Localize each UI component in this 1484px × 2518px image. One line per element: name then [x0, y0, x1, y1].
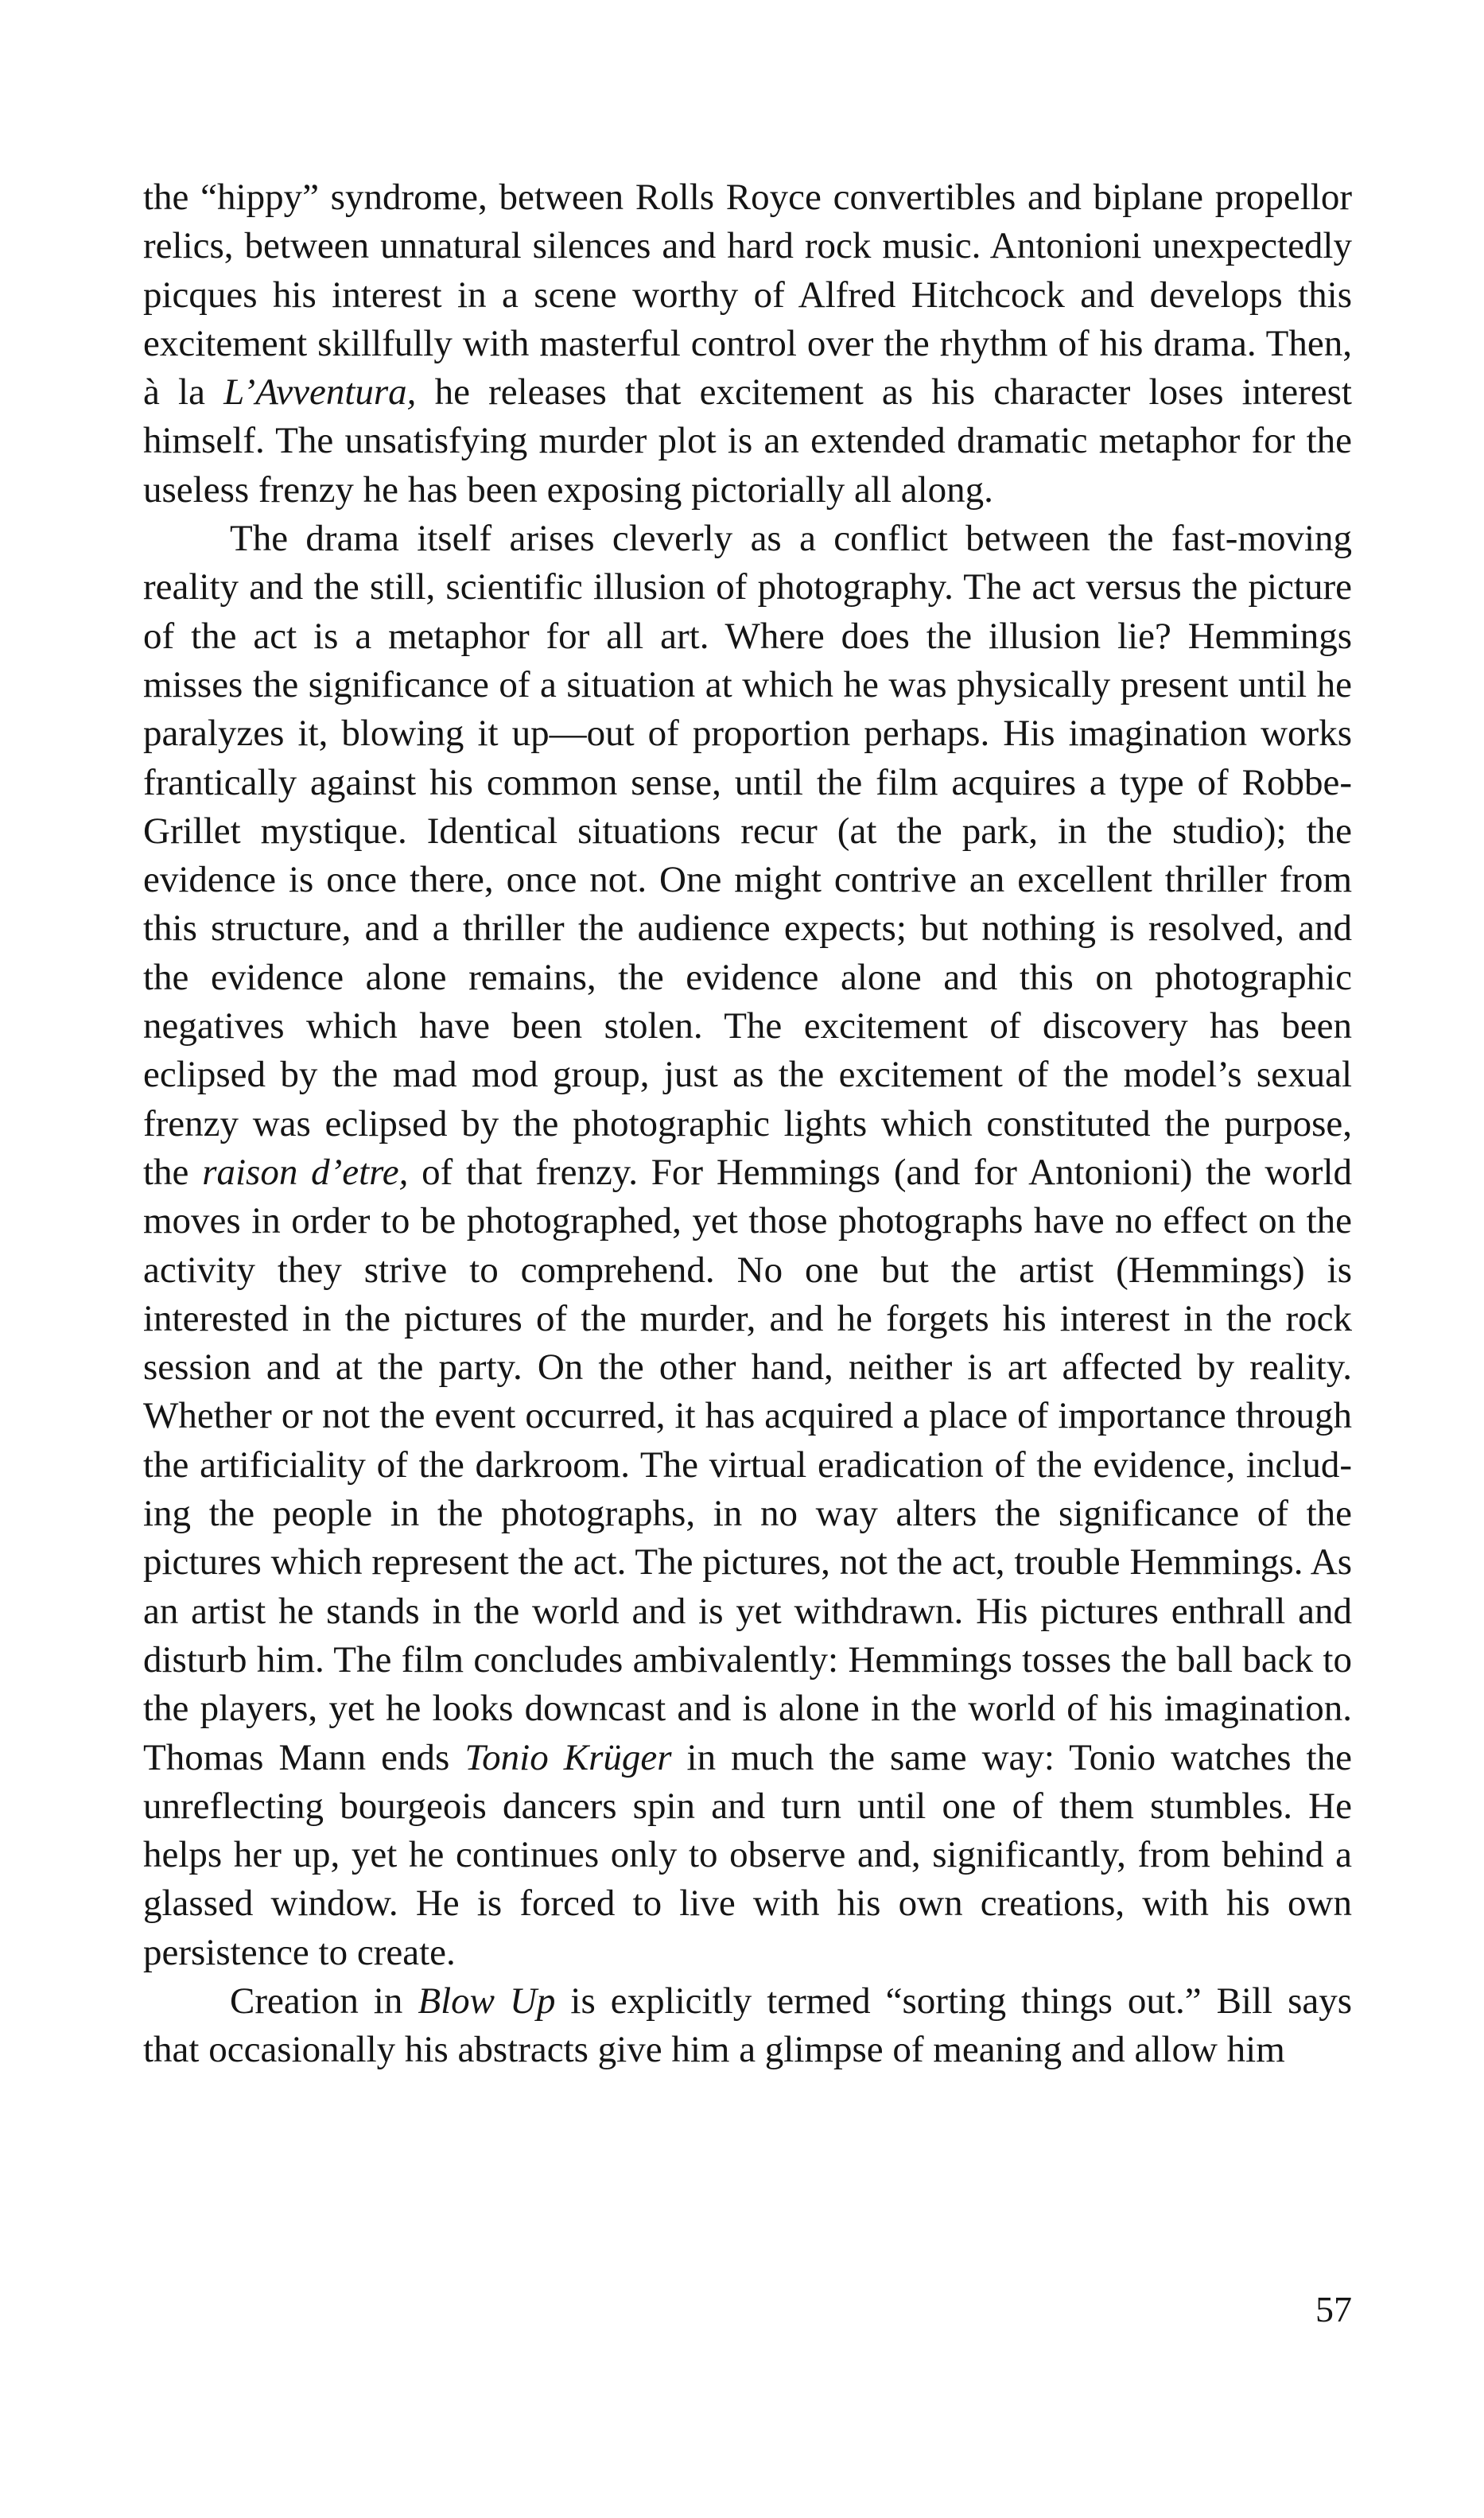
- paragraph-1: [143, 173, 1352, 515]
- book-title-italic: Tonio Krüger: [464, 1736, 672, 1778]
- phrase-italic: raison d’etre,: [202, 1151, 409, 1193]
- text-segment: The drama itself arises cleverly as a conflict between the fast-moving reality and the still, scientific illusion of photography. The act versus the picture of the act is a metaphor for all art. Where does the illusion lie? Hemmings misses the significance of a situation at which he was physically present until he paralyzes it, blowing it up—out of proportion perhaps. His imagination works frantically against his common sense, until the film acquires a type of Robbe-Grillet mystique. Identical situations recur (at the park, in the studio); the evidence is once there, once not. One might contrive an excellent thriller from this structure, and a thriller the audience expects; but nothing is resolved, and the evidence alone remains, the evidence alone and this on photographic negatives which have been stolen. The excitement of discovery has been eclipsed by the mad mod group, just as the excitement of the model’s sexual frenzy was eclipsed by the photographic lights which constituted the purpose, the: [143, 518, 1352, 1193]
- paragraph-2: [143, 515, 1352, 1977]
- film-title-italic: L’Avventura,: [223, 371, 417, 414]
- text-segment: of that frenzy. For Hemmings (and for Antonioni) the world moves in order to be photographed, yet those photographs have no effect on the activity they strive to comprehend. No one but the artist (Hemmings) is interested in the pictures of the murder, and he forgets his interest in the rock session and at the party. On the other hand, neither is art affected by reality. Whether or not the event occurred, it has acquired a place of importance through the artificiality of the darkroom. The virtual eradication of the evidence, including the people in the photographs, in no way alters the significance of the pictures which represent the act. The pictures, not the act, trouble Hemmings. As an artist he stands in the world and is yet withdrawn. His pictures enthrall and disturb him. The film concludes ambivalently: Hemmings tosses the ball back to the players, yet he looks downcast and is alone in the world of his imagination. Thomas Mann ends: [143, 1151, 1353, 1778]
- text-segment: the “hippy” syndrome, between Rolls Royce convertibles and biplane propellor relics, between unnatural silences and hard rock music. Antonioni unexpectedly picques his interest in a scene worthy of Alfred Hitchcock and develops this excitement skillfully with masterful control over the rhythm of his drama. Then, à la: [143, 177, 1352, 414]
- text-segment: Creation in: [230, 1980, 418, 2022]
- page-number: 57: [1315, 2289, 1352, 2330]
- film-title-italic: Blow Up: [418, 1980, 556, 2022]
- text-segment: he releases that excitement as his character loses interest himself. The unsatisfying murder plot is an extended dramatic metaphor for the useless frenzy he has been exposing pictorially all along.: [143, 371, 1352, 511]
- text-segment: is explicitly termed “sorting things out.” Bill says that occasionally his abstracts give him a glimpse of meaning and allow him: [143, 1980, 1353, 2071]
- text-segment: in much the same way: Tonio watches the unreflecting bourgeois dancers spin and turn until one of them stumbles. He helps her up, yet he continues only to observe and, significantly, from behind a glassed window. He is forced to live with his own creations, with his own persistence to create.: [143, 1736, 1352, 1973]
- paragraph-3: [143, 1977, 1352, 2075]
- body-text: [143, 173, 1352, 2075]
